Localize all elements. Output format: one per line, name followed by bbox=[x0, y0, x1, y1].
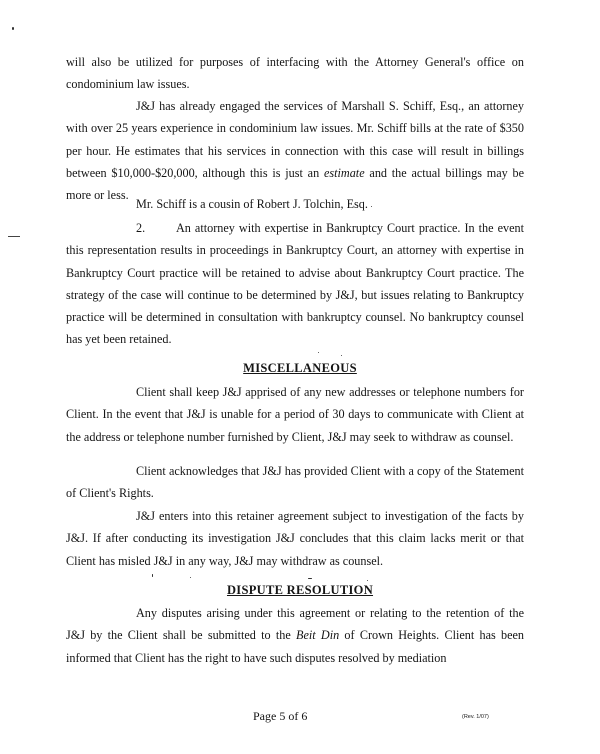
paragraph-text: J&J has already engaged the services of Marshall S. Schiff, Esq., an attorney with over 25 years experience in condominium law issues. Mr. Schiff bills at the rate of $350 per hour. He estimates that his services in connection with this case will result in billings between $10,000-$20,000, although this is just an bbox=[66, 99, 524, 180]
paragraph-misc-1: Client shall keep J&J apprised of any new addresses or telephone numbers for Client. In the event that J&J is unable for a period of 30 days to communicate with Client at the address or telephone number furnished by Client, J&J may seek to withdraw as counsel. bbox=[66, 385, 524, 444]
paragraph-misc-3: J&J enters into this retainer agreement subject to investigation of the facts by J&J. If after conducting its investigation J&J concludes that this claim lacks merit or that Client has misled J&J in any way, J&J may withdraw as counsel. bbox=[66, 509, 524, 568]
page-number: Page 5 of 6 bbox=[253, 709, 308, 723]
paragraph-continuation: will also be utilized for purposes of interfacing with the Attorney General's office on condominium law issues. bbox=[66, 55, 524, 92]
item-number: 2. bbox=[136, 221, 146, 235]
paragraph-text: Any disputes arising under this agreement or relating to the retention of the J&J by the Client shall be submitted to the bbox=[66, 606, 524, 643]
scan-mark bbox=[8, 236, 20, 237]
scan-speck bbox=[152, 574, 153, 577]
paragraph-dispute bbox=[66, 602, 524, 669]
paragraph-schiff bbox=[66, 95, 524, 206]
paragraph-bankruptcy bbox=[66, 217, 524, 351]
dispute-heading: DISPUTE RESOLUTION bbox=[226, 583, 374, 597]
emphasis-text: estimate bbox=[323, 165, 365, 180]
scan-speck bbox=[318, 352, 319, 353]
emphasis-text: Beit Din bbox=[296, 628, 340, 643]
misc-heading: MISCELLANEOUS bbox=[243, 361, 357, 375]
scan-speck bbox=[367, 580, 368, 581]
schiff-relation-line: Mr. Schiff is a cousin of Robert J. Tolchin, Esq. bbox=[136, 197, 368, 211]
paragraph-misc-2: Client acknowledges that J&J has provided Client with a copy of the Statement of Client's Rights. bbox=[66, 464, 524, 501]
scan-speck bbox=[308, 578, 312, 579]
paragraph-text: of Crown Heights. Client has been informed that Client has the right to have such disputes resolved by mediation bbox=[66, 628, 524, 665]
scan-speck bbox=[341, 355, 342, 356]
scan-speck bbox=[12, 27, 14, 30]
paragraph-text: An attorney with expertise in Bankruptcy Court practice. In the event this representation results in proceedings in Bankruptcy Court, an attorney with expertise in Bankruptcy Court practice will be retained to advise about Bankruptcy Court practice. The strategy of the case will continue to be determined by J&J, but issues relating to Bankruptcy practice will be determined in consultation with bankruptcy counsel. No bankruptcy counsel has yet been retained. bbox=[66, 221, 524, 347]
scan-speck bbox=[190, 577, 191, 578]
revision-label: (Rev. 1/07) bbox=[462, 714, 489, 720]
paragraph-text: and the actual billings may be more or less. bbox=[66, 165, 525, 203]
